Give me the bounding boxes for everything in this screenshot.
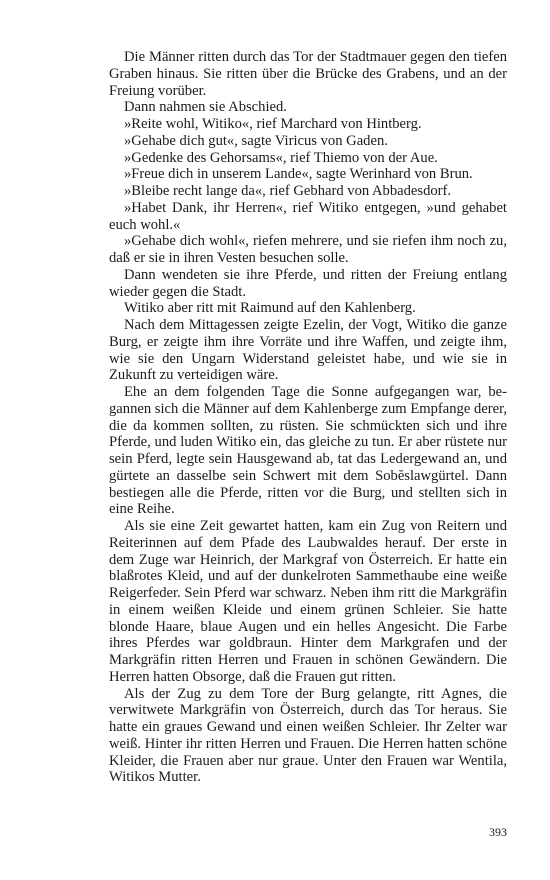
paragraph: »Gedenke des Gehorsams«, rief Thiemo von der Aue. bbox=[124, 149, 438, 166]
paragraph: Nach dem Mittagessen zeigte Ezelin, der Vogt, Witiko die ganze Burg, er zeigte ihm ihre Vorräte und ihre Waffen, und zeigte ihm, wie sie den Ungarn Widerstand geleistet habe, und wie sie in Zukunft zu verteidigen wäre. bbox=[109, 317, 507, 384]
paragraph: Dann nahmen sie Abschied. bbox=[124, 99, 287, 116]
paragraph: Als der Zug zu dem Tore der Burg gelangte, ritt Agnes, die verwitwete Markgräfin von Österreich, durch das Tor heraus. Sie hatte ein graues Gewand und einen weißen Schleier. Ihr Zelter war weiß. Hinter ihr ritten Herren und Frauen. Die Herren hatten schöne Kleider, die Frauen aber nur graue. Unter den Frauen war Wentila, Witikos Mutter. bbox=[109, 685, 507, 786]
paragraph: »Habet Dank, ihr Herren«, rief Witiko entgegen, »und gehabet euch wohl.« bbox=[109, 199, 507, 233]
paragraph: Die Männer ritten durch das Tor der Stadtmauer gegen den tiefen Graben hinaus. Sie ritten über die Brücke des Grabens, und an der Freiung vorüber. bbox=[109, 49, 507, 99]
paragraph: »Freue dich in unserem Lande«, sagte Werinhard von Brun. bbox=[124, 166, 473, 183]
page-body bbox=[109, 49, 507, 786]
page-number: 393 bbox=[489, 825, 507, 839]
paragraph: »Bleibe recht lange da«, rief Gebhard von Abbadesdorf. bbox=[124, 183, 452, 199]
paragraph: Als sie eine Zeit gewartet hatten, kam ein Zug von Reitern und Reiterinnen auf dem Pfade des Laubwaldes herauf. Der erste in dem Zuge war Heinrich, der Markgraf von Österreich. Er hatte ein blaßrotes Kleid, und auf der dunkelroten Sammethaube eine weiße Reigerfeder. Sein Pferd war schwarz. Neben ihm ritt die Markgräfin in einem weißen Kleide und einem grünen Schleier. Sie hatte blonde Haare, blaue Augen und ein helles Angesicht. Die Farbe ihres Pferdes war goldbraun. Hinter dem Markgrafen und der Markgräfin ritten Herren und Frauen in schönen Gewändern. Die Herren hatten Obsorge, daß die Frauen gut ritten. bbox=[109, 518, 507, 685]
paragraph: Dann wendeten sie ihre Pferde, und ritten der Freiung entlang wieder gegen die Stadt. bbox=[109, 266, 507, 300]
paragraph: »Gehabe dich wohl«, riefen mehrere, und sie riefen ihm noch zu, daß er sie in ihren Vesten besuchen solle. bbox=[109, 233, 507, 266]
paragraph: »Gehabe dich gut«, sagte Viricus von Gaden. bbox=[124, 132, 388, 149]
paragraph: »Reite wohl, Witiko«, rief Marchard von Hintberg. bbox=[124, 116, 422, 132]
paragraph: Ehe an dem folgenden Tage die Sonne aufgegangen war, begannen sich die Männer auf dem Kahlenberge zum Empfange derer, die da kommen sollten, zu rüsten. Sie schmückten sich und ihre Pferde, und luden Witiko ein, das gleiche zu tun. Er aber rüstete nur sein Pferd, legte sein Hausgewand ab, tat das Ledergewand an, und gürtete an dasselbe sein Schwert mit dem Sobĕslawgürtel. Dann bestiegen alle die Pferde, ritten vor die Burg, und stellten sich in eine Reihe. bbox=[109, 384, 507, 518]
paragraph: Witiko aber ritt mit Raimund auf den Kahlenberg. bbox=[124, 300, 416, 317]
